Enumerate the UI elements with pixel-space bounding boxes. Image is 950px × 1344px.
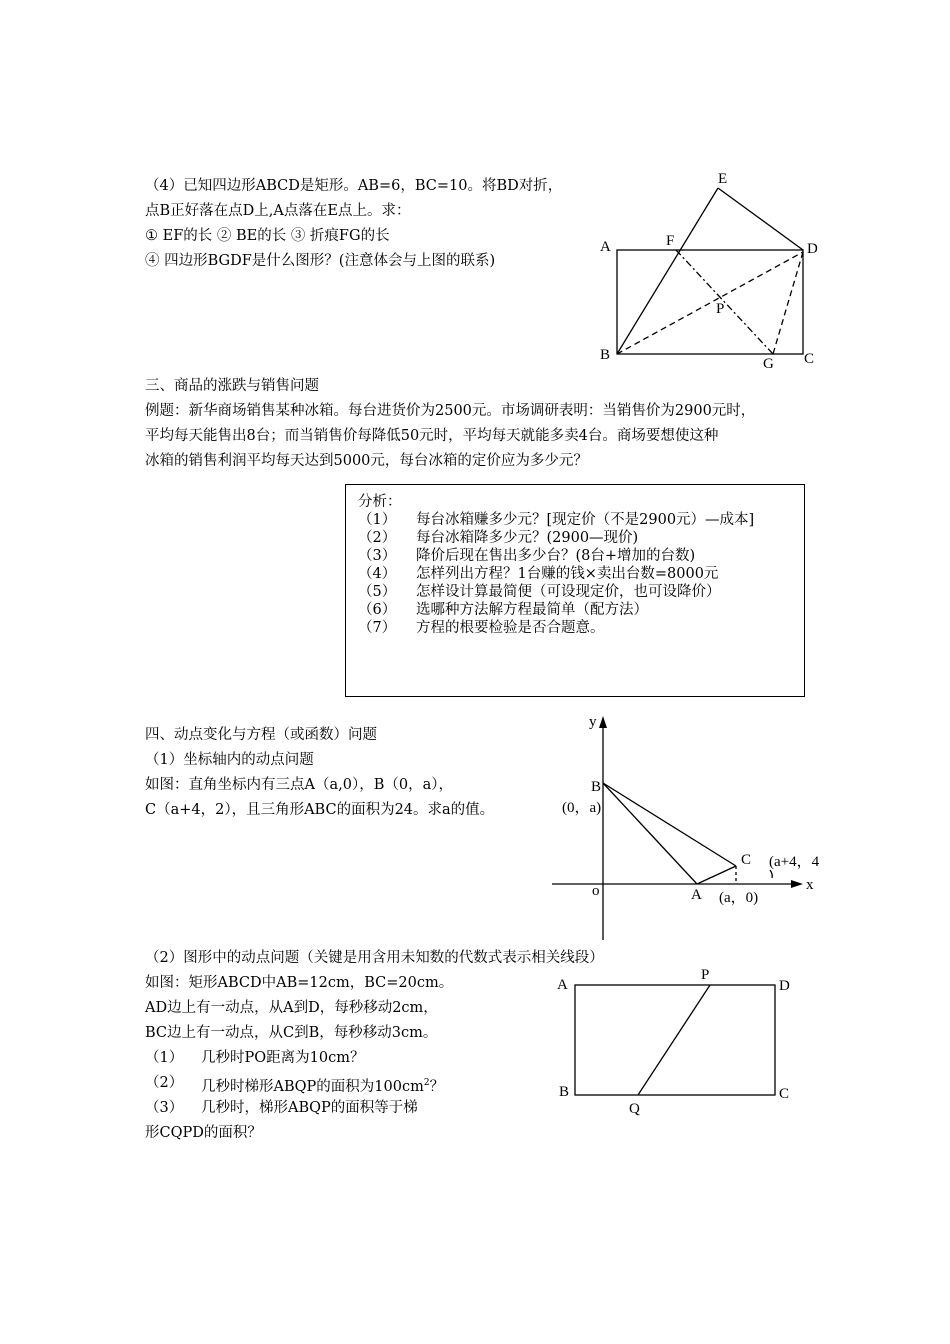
fig2-label-c: C (741, 852, 752, 868)
fig2-b-coord: (0，a) (562, 800, 602, 816)
fig1-label-c: C (804, 351, 815, 367)
fig3-label-c: C (779, 1086, 790, 1102)
sec4b-q2-num: （2） (145, 1075, 184, 1091)
superscript-2: 2 (423, 1078, 430, 1088)
sec4-p1: 如图：直角坐标内有三点A（a,0），B（0，a）， (145, 777, 453, 793)
analysis-num-7: （7） (358, 620, 397, 636)
fig2-a-coord: (a，0) (719, 890, 759, 906)
analysis-text-5: 怎样设计算最简便（可设现定价，也可设降价） (416, 584, 721, 600)
analysis-text-1: 每台冰箱赚多少元？[现定价（不是2900元）—成本] (416, 512, 755, 528)
sec4b-q1: 几秒时PO距离为10cm？ (201, 1050, 365, 1066)
fig1-label-b: B (600, 347, 611, 363)
sec4-sub1: （1）坐标轴内的动点问题 (145, 752, 314, 768)
sec4b-q2: 几秒时梯形ABQP的面积为$100cm^2$？ (201, 1078, 445, 1095)
analysis-text-6: 选哪种方法解方程最简单（配方法） (416, 602, 648, 618)
analysis-text-7: 方程的根要检验是否合题意。 (416, 620, 605, 636)
fig2-label-y: y (589, 714, 597, 730)
analysis-text-3: 降价后现在售出多少台？(8台+增加的台数) (416, 548, 696, 564)
fig1-label-g: G (763, 356, 774, 372)
fig2-label-o: o (592, 883, 600, 899)
sec3-p2: 平均每天能售出8台；而当销售价每降低50元时，平均每天就能多卖4台。商场要想使这种 (145, 428, 719, 444)
fig2-label-x: x (806, 877, 814, 893)
analysis-num-3: （3） (358, 548, 397, 564)
fig1-label-a: A (600, 239, 611, 255)
fig1-label-f: F (666, 233, 675, 249)
fig1-label-d: D (807, 241, 818, 257)
analysis-num-2: （2） (358, 530, 397, 546)
fig3-label-d: D (779, 978, 790, 994)
q4-line1: （4）已知四边形ABCD是矩形。AB=6，BC=10。将BD对折， (145, 178, 563, 194)
fig3-label-q: Q (629, 1101, 640, 1117)
analysis-text-2: 每台冰箱降多少元？(2900—现价) (416, 530, 639, 546)
q4-line2: 点B正好落在点D上,A点落在E点上。求： (145, 203, 411, 219)
fig2-label-a: A (691, 887, 702, 903)
sec4b-q3b: 形CQPD的面积？ (145, 1125, 262, 1141)
q4-line3: ① EF的长 ② BE的长 ③ 折痕FG的长 (145, 228, 390, 244)
analysis-text-4: 怎样列出方程？1台赚的钱×卖出台数=8000元 (416, 566, 719, 582)
sec4b-p1: 如图：矩形ABCD中AB=12cm，BC=20cm。 (145, 975, 454, 991)
sec4-p2: C（a+4，2），且三角形ABC的面积为24。求a的值。 (145, 802, 495, 818)
analysis-num-6: （6） (358, 602, 397, 618)
sec4b-p2: AD边上有一动点，从A到D，每秒移动2cm， (145, 1000, 438, 1016)
sec3-p3: 冰箱的销售利润平均每天达到5000元，每台冰箱的定价应为多少元？ (145, 453, 588, 469)
fig2-c-coord: (a+4，4 (769, 854, 820, 870)
fig3-label-a: A (557, 977, 568, 993)
sec4b-q3-num: （3） (145, 1100, 184, 1116)
sec4b-p3: BC边上有一动点，从C到B，每秒移动3cm。 (145, 1025, 438, 1041)
sec4-heading: 四、动点变化与方程（或函数）问题 (145, 727, 377, 743)
analysis-num-1: （1） (358, 512, 397, 528)
sec3-heading: 三、商品的涨跌与销售问题 (145, 378, 319, 394)
fig3-label-b: B (559, 1084, 570, 1100)
fig1-label-e: E (718, 171, 728, 187)
analysis-num-4: （4） (358, 566, 397, 582)
sec4b-sub2: （2）图形中的动点问题（关键是用含用未知数的代数式表示相关线段） (145, 950, 604, 966)
analysis-title: 分析： (358, 494, 402, 510)
fig2-label-b: B (591, 779, 602, 795)
fig1-label-p: P (716, 301, 725, 317)
sec4b-q3: 几秒时，梯形ABQP的面积等于梯 (201, 1100, 418, 1116)
q4-line4: ④ 四边形BGDF是什么图形？(注意体会与上图的联系) (145, 253, 496, 269)
fig3-label-p: P (701, 967, 710, 983)
sec3-p1: 例题：新华商场销售某种冰箱。每台进货价为2500元。市场调研表明：当销售价为2900元时， (145, 403, 756, 419)
analysis-num-5: （5） (358, 584, 397, 600)
sec4b-q1-num: （1） (145, 1050, 184, 1066)
